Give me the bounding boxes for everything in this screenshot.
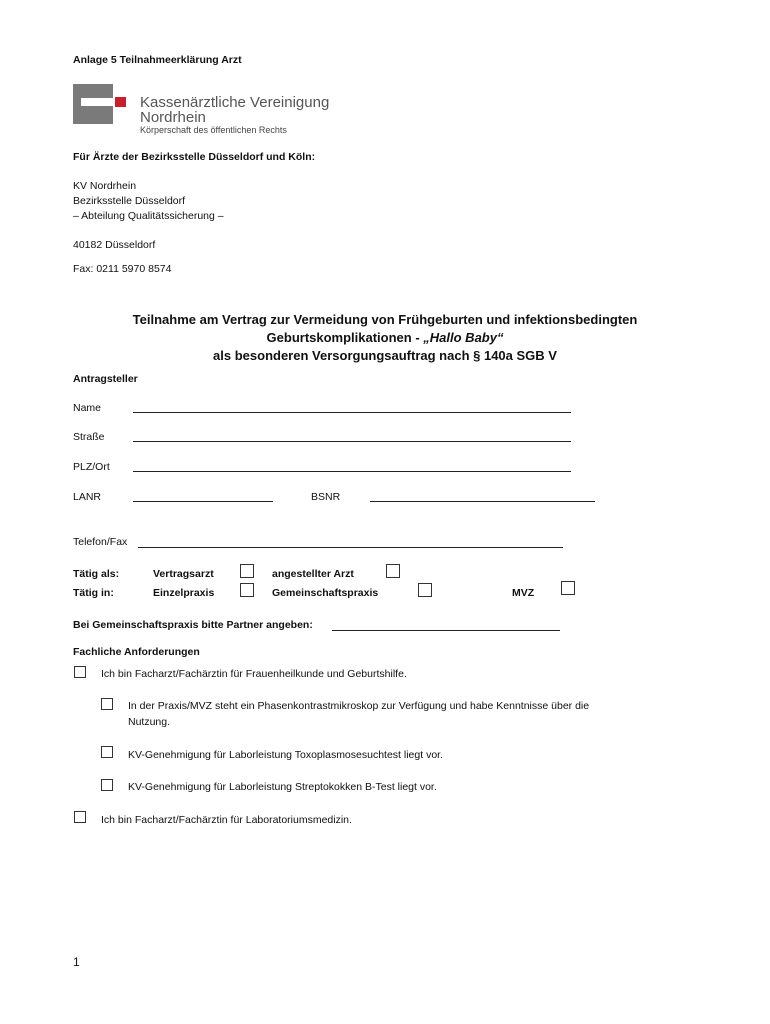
recipient-org: KV Nordrhein: [73, 180, 137, 192]
single-practice-label: Einzelpraxis: [153, 587, 215, 599]
applicant-heading: Antragsteller: [73, 373, 138, 385]
req-streptococcus-text: KV-Genehmigung für Laborleistung Streptokokken B-Test liegt vor.: [128, 781, 437, 793]
employed-doctor-label: angestellter Arzt: [272, 568, 354, 580]
zip-city-label: PLZ/Ort: [73, 461, 110, 473]
req-gynecology-text: Ich bin Facharzt/Fachärztin für Frauenheilkunde und Geburtshilfe.: [101, 668, 407, 680]
recipient-office: Bezirksstelle Düsseldorf: [73, 195, 186, 207]
form-title-line1: Teilnahme am Vertrag zur Vermeidung von Frühgeburten und infektionsbedingten: [132, 312, 638, 327]
contract-doctor-label: Vertragsarzt: [153, 568, 214, 580]
req-microscope-checkbox[interactable]: [101, 698, 113, 710]
phone-fax-field[interactable]: [138, 533, 563, 548]
partners-field[interactable]: [332, 616, 560, 631]
joint-practice-checkbox[interactable]: [418, 583, 432, 597]
logo-org-name: Kassenärztliche Vereinigung: [140, 94, 330, 111]
bsnr-label: BSNR: [311, 491, 341, 503]
form-caption: Anlage 5 Teilnahmeerklärung Arzt: [73, 54, 242, 66]
req-toxoplasmosis-text: KV-Genehmigung für Laborleistung Toxoplasmosesuchtest liegt vor.: [128, 749, 443, 761]
contract-doctor-checkbox[interactable]: [240, 564, 254, 578]
req-laboratory-checkbox[interactable]: [74, 811, 86, 823]
recipient-intro: Für Ärzte der Bezirksstelle Düsseldorf und Köln:: [73, 151, 316, 163]
lanr-label: LANR: [73, 491, 102, 503]
phone-fax-label: Telefon/Fax: [73, 536, 128, 548]
logo-region: Nordrhein: [140, 109, 206, 126]
requirements-heading: Fachliche Anforderungen: [73, 646, 200, 658]
name-label: Name: [73, 402, 102, 414]
page-number: 1: [73, 955, 80, 969]
req-streptococcus-checkbox[interactable]: [101, 779, 113, 791]
form-title-program-name: „Hallo Baby“: [423, 330, 504, 345]
req-laboratory-text: Ich bin Facharzt/Fachärztin für Laboratoriumsmedizin.: [101, 814, 352, 826]
active-in-label: Tätig in:: [73, 587, 114, 599]
req-microscope-text-cont: Nutzung.: [128, 716, 171, 728]
zip-city-field[interactable]: [133, 457, 571, 472]
recipient-city: 40182 Düsseldorf: [73, 239, 156, 251]
partners-label: Bei Gemeinschaftspraxis bitte Partner angeben:: [73, 619, 313, 631]
recipient-department: – Abteilung Qualitätssicherung –: [73, 210, 224, 222]
mvz-label: MVZ: [512, 587, 535, 599]
mvz-checkbox[interactable]: [561, 581, 575, 595]
req-microscope-text: In der Praxis/MVZ steht ein Phasenkontrastmikroskop zur Verfügung und habe Kenntnisse über die: [128, 700, 590, 712]
single-practice-checkbox[interactable]: [240, 583, 254, 597]
req-gynecology-checkbox[interactable]: [74, 666, 86, 678]
active-as-label: Tätig als:: [73, 568, 120, 580]
kv-logo-mark: [73, 84, 129, 124]
street-label: Straße: [73, 431, 105, 443]
bsnr-field[interactable]: [370, 487, 595, 502]
form-title-line2: [0, 330, 770, 345]
recipient-fax: Fax: 0211 5970 8574: [73, 263, 172, 275]
logo-subtitle: Körperschaft des öffentlichen Rechts: [140, 125, 287, 135]
lanr-field[interactable]: [133, 487, 273, 502]
form-title-line2-text: Geburtskomplikationen -: [266, 330, 424, 345]
form-title-line3: als besonderen Versorgungsauftrag nach § 140a SGB V: [213, 348, 557, 363]
street-field[interactable]: [133, 427, 571, 442]
name-field[interactable]: [133, 398, 571, 413]
req-toxoplasmosis-checkbox[interactable]: [101, 746, 113, 758]
joint-practice-label: Gemeinschaftspraxis: [272, 587, 379, 599]
employed-doctor-checkbox[interactable]: [386, 564, 400, 578]
